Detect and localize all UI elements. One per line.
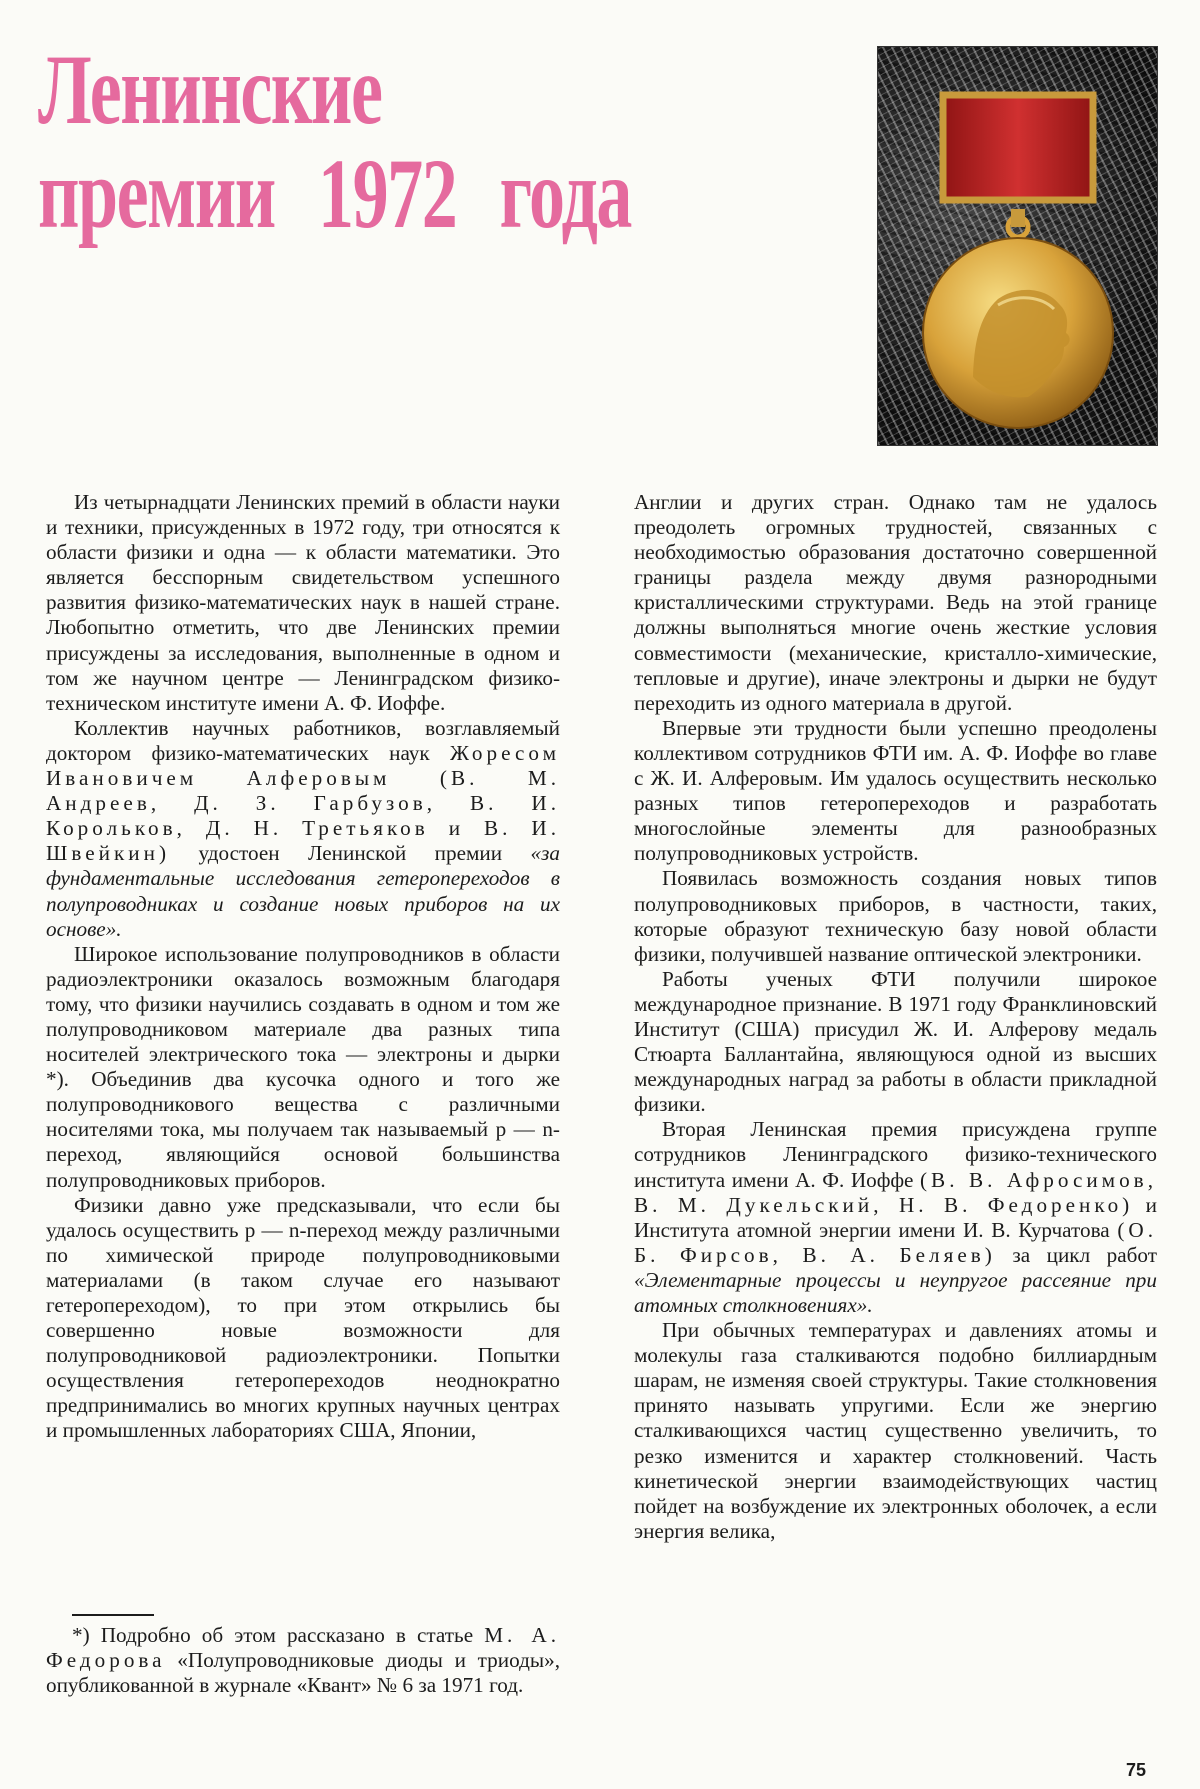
paragraph: Работы ученых ФТИ получили широкое международное признание. В 1971 году Франклиновский Институт (США) присудил Ж. И. Алферову медаль Стюарта Баллантайна, являющуюся одной из высших международных наград за работы в области прикладной физики. <box>634 966 1157 1117</box>
lenin-prize-medal-photo <box>877 46 1158 446</box>
paragraph: Физики давно уже предсказывали, что если бы удалось осуществить p — n-переход между различными по химической природе полупроводниковыми материалами (в таком случае его называют гетеропереходом), то при этом открылись бы совершенно новые возможности для полупроводниковой радиоэлектроники. Попытки осуществления гетеропереходов неоднократно предпринимались во многих крупных научных центрах и промышленных лабораториях США, Японии, <box>46 1192 560 1443</box>
title-year: 1972 <box>318 138 457 249</box>
prize-citation: «Элементарные процессы и неупругое рассеяние при атомных столкновениях». <box>634 1267 1157 1317</box>
page-number: 75 <box>1126 1760 1147 1780</box>
text-column-left <box>46 490 560 1444</box>
paragraph: Англии и других стран. Однако там не удалось преодолеть огромных трудностей, связанных с необходимостью образования достаточно совершенной границы раздела между двумя разнородными кристаллическими структурами. Ведь на этой границе должны выполняться многие очень жесткие условия совместимости (механические, кристалло-химические, тепловые и другие), иначе электроны и дырки не будут переходить из одного материала в другой. <box>634 490 1157 715</box>
paragraph: Широкое использование полупроводников в области радиоэлектроники оказалось возможным благодаря тому, что физики научились создавать в одном и том же полупроводниковом материале два разных типа носителей электрического тока — электроны и дырки *). Объединив два кусочка одного и того же полупроводникового вещества с различными носителями тока, мы получаем так называемый p — n-переход, являющийся основой большинства полупроводниковых приборов. <box>46 941 560 1192</box>
text-run: Вторая Ленинская премия присуждена группе сотрудников Ленинградского физико-технического института имени А. Ф. Иоффе <box>634 1117 1157 1192</box>
paragraph <box>46 716 560 942</box>
text-run: за цикл работ <box>995 1242 1158 1267</box>
footnote <box>46 1623 560 1698</box>
medal-lug <box>1011 209 1025 227</box>
page-title <box>38 34 631 249</box>
laureate-names: (В. В. Афросимов, В. М. Дукельский, Н. В. Федоренко) <box>634 1167 1157 1217</box>
title-line-2 <box>38 138 631 249</box>
text-run: «Полупроводниковые диоды и триоды», опубликованной в журнале «Квант» № 6 за 1971 год. <box>46 1648 560 1697</box>
title-word-goda: года <box>499 138 631 249</box>
paragraph: При обычных температурах и давлениях атомы и молекулы газа сталкиваются подобно биллиардным шарам, не изменяя своей структуры. Такие столкновения принято называть упругими. Если же энергию сталкивающихся частиц существенно увеличить, то резко изменится и характер столкновений. Часть кинетической энергии взаимодействующих частиц пойдет на возбуждение их электронных оболочек, а если энергия велика, <box>634 1318 1157 1543</box>
text-run: *) Подробно об этом рассказано в статье <box>72 1623 485 1647</box>
text-run: Коллектив научных работников, возглавляемый доктором физико-математических наук <box>46 715 560 765</box>
medal-illustration <box>878 47 1157 445</box>
paragraph: Из четырнадцати Ленинских премий в области науки и техники, присужденных в 1972 году, три относятся к области физики и одна — к области математики. Это является бесспорным свидетельством успешного развития физико-математических наук в нашей стране. Любопытно отметить, что две Ленинских премии присуждены за исследования, выполненные в одном и том же научном центре — Ленинградском физико-техническом институте имени А. Ф. Иоффе. <box>46 490 560 715</box>
title-line-1: Ленинские <box>38 34 382 145</box>
prize-citation: «за фундаментальные исследования гетеропереходов в полупроводниках и создание новых приборов на их основе». <box>46 841 560 941</box>
paragraph <box>634 1117 1157 1318</box>
laureate-names: (О. Б. Фирсов, В. А. Беляев) <box>634 1217 1157 1267</box>
footnote-author: М. А. Федорова <box>46 1623 560 1672</box>
title-word-premii: премии <box>38 138 275 249</box>
text-run: и Института атомной энергии имени И. В. Курчатова <box>634 1192 1158 1242</box>
paragraph: Впервые эти трудности были успешно преодолены коллективом сотрудников ФТИ им. А. Ф. Иоффе во главе с Ж. И. Алферовым. Им удалось осуществить несколько разных типов гетеропереходов и разработать многослойные элементы для разнообразных полупроводниковых устройств. <box>634 715 1157 866</box>
ribbon-bar <box>943 95 1093 200</box>
paragraph: Появилась возможность создания новых типов полупроводниковых приборов, в частности, таких, которые образуют техническую базу новой области физики, получившей название оптической электроники. <box>634 866 1157 966</box>
text-run: удостоен Ленинской премии <box>170 841 531 866</box>
laureate-names: Жоресом Ивановичем Алферовым (В. М. Андреев, Д. З. Гарбузов, В. И. Корольков, Д. Н. Третьяков и В. И. Швейкин) <box>46 740 560 866</box>
text-column-right <box>634 490 1157 1544</box>
footnote-divider <box>72 1614 154 1616</box>
footnote-text <box>46 1623 560 1698</box>
